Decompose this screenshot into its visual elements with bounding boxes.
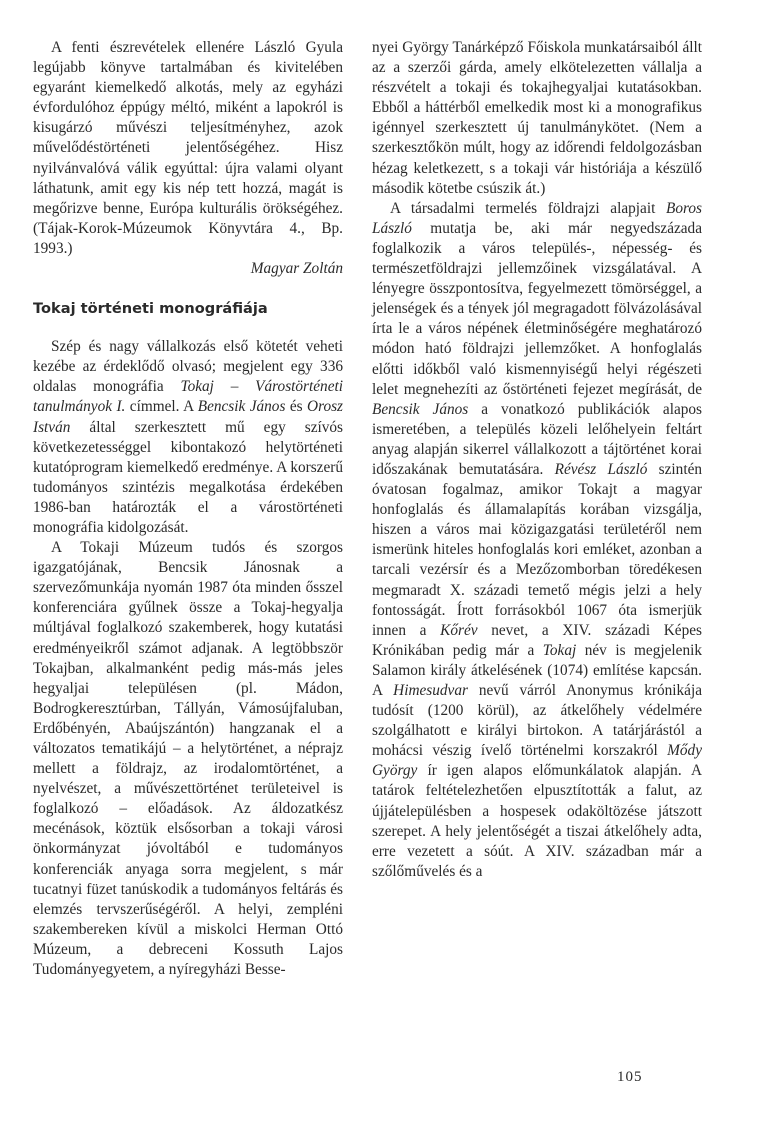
left-column — [33, 38, 343, 980]
section-heading: Tokaj történeti monográfiája — [33, 300, 268, 318]
place-name: Himesudvar — [393, 682, 468, 699]
editor-name: Bencsik János — [197, 398, 286, 416]
paragraph-continuation: nyei György Tanárképző Főiskola munkatársaiból állt az a szerzői gárda, amely elkötelezetten vállalja a részvételt a tokaji és tokajhegyaljai kutatásokban. Ebből a háttérből emelkedik most ki a monografikus igénnyel szerkesztett új tanulmánykötet. (Nem a szerkesztőkön múlt, hogy az időrendi feldolgozásban hézag keletkezett, s a tokaji vár históriája a készülő második kötetbe csúszik át.) — [372, 39, 702, 197]
right-column — [372, 38, 702, 882]
author-name: Mődy György — [372, 742, 702, 780]
paragraph-chapters: A társadalmi termelés földrajzi alapjait Boros László mutatja be, aki már negyedszázada foglalkozik a város település-, népesség- és természetföldrajzi jellemzőinek vizsgálatával. A lényegre összpontosítva, fegyelmezett tömörséggel, a jelenségek és a tények jól megragadott fölvázolásával írta le a város népének életminőségére meghatározó módon ható földrajzi jellemzőket. A honfoglalás előtti időkből való kismennyiségű helyi régészeti lelet megnehezíti az őstörténeti fejezet megírását, de Bencsik János a vonatkozó publikációk alapos ismeretében, a település közeli lelőhelyein feltárt anyag alapján sikerrel vállalkozott a tájtörténet korai időszakának bemutatására. Révész László szintén óvatosan fogalmaz, amikor Tokajt a magyar honfoglalás és államalapítás korában vizsgálja, hiszen a város mai közigazgatási területéről nem ismerünk hiteles honfoglalás kori emléket, azonban a tarcali vezérsír és a Mezőzomborban töredékesen megmaradt X. századi temető mégis jelzi a hely fontosságát. Írott forrásokból 1067 óta ismerjük innen a Kőrév nevet, a XIV. századi Képes Krónikában pedig már a Tokaj név is megjelenik Salamon király átkelésének (1074) említése kapcsán. A Himesudvar nevű várról Anonymus krónikája tudósít (1200 körül), az átkelőhely védelmére szolgálhatott e királyi birtokon. A tatárjárástól a mohácsi vészig ívelő történelmi korszakról Mődy György ír igen alapos előmunkálatok alapján. A tatárok feltételezhetően elpusztították a falut, az újjátelepülésben a hospesek odaköltözése játszott szerepet. A hely jelentőségét a tiszai átkelőhely adta, erre vezetett a sóút. A XIV. században már a szőlőművelés és a — [372, 199, 703, 880]
page-number: 105 — [617, 1069, 643, 1085]
author-name: Boros László — [372, 199, 702, 237]
author-name: Révész László — [554, 460, 648, 478]
place-name: Kőrév — [440, 621, 478, 639]
review-author-signature: Magyar Zoltán — [250, 260, 343, 278]
author-name: Bencsik János — [372, 400, 469, 418]
book-title: Tokaj – Várostörténeti tanulmányok I. — [33, 378, 343, 416]
paragraph-intro: Szép és nagy vállalkozás első kötetét veheti kezébe az érdeklődő olvasó; megjelent egy 336 oldalas monográfia Tokaj – Várostörténeti tanulmányok I. címmel. A Bencsik János és Orosz István által szerkesztett mű egy szívós következetességgel kibontakozó helytörténeti kutatóprogram kiemelkedő eredménye. A korszerű tudományos szintézis megalkotása érdekében 1986-ban határozták el a várostörténeti monográfia kidolgozását. — [33, 338, 344, 536]
editor-name: Orosz István — [33, 398, 344, 436]
review-closing-paragraph: A fenti észrevételek ellenére László Gyula legújabb könyve tartalmában és kivitelében egyaránt kiemelkedő alkotás, mely az egyházi évfordulóhoz éppúgy méltó, miként a lapokról is kisugárzó művészi teljesítményhez, azok művelődéstörténeti jelentőségéhez. Hisz nyilvánvalóvá válik egyúttal: újra valami olyant láthatunk, amit egy kis nép tett hozzá, magát is megőrizve benne, Európa kulturális örökségéhez. (Tájak-Korok-Múzeumok Könyvtára 4., Bp. 1993.) — [33, 39, 343, 257]
place-name: Tokaj — [542, 641, 577, 659]
paragraph-conferences: A Tokaji Múzeum tudós és szorgos igazgatójának, Bencsik Jánosnak a szervezőmunkája nyomán 1987 óta minden ősszel konferenciára gyűlnek össze a Tokaj-hegyalja múltjával foglalkozó szakemberek, hogy kutatási eredményeikről számot adjanak. A legtöbbször Tokajban, alkalmanként pedig más-más jeles hegyaljai településen (pl. Mádon, Bodrogkeresztúrban, Tállyán, Vámosújfaluban, Erdőbényén, Abaújszántón) hangzanak el a változatos tematikájú – a helytörténet, a néprajz mellett a földrajz, az irodalomtörténet, a nyelvészet, a művészettörténet területeivel is foglalkozó – előadások. Az áldozatkész mecénások, köztük elsősorban a tokaji városi önkormányzat jóvoltából e tudományos konferenciák anyaga sorra megjelent, s már tucatnyi füzet tanúskodik a tudományos feltárás és elemzés tervszerűségéről. A helyi, zempléni szakembereken kívül a miskolci Herman Ottó Múzeum, a debreceni Kossuth Lajos Tudományegyetem, a nyíregyházi Besse- — [33, 539, 343, 979]
